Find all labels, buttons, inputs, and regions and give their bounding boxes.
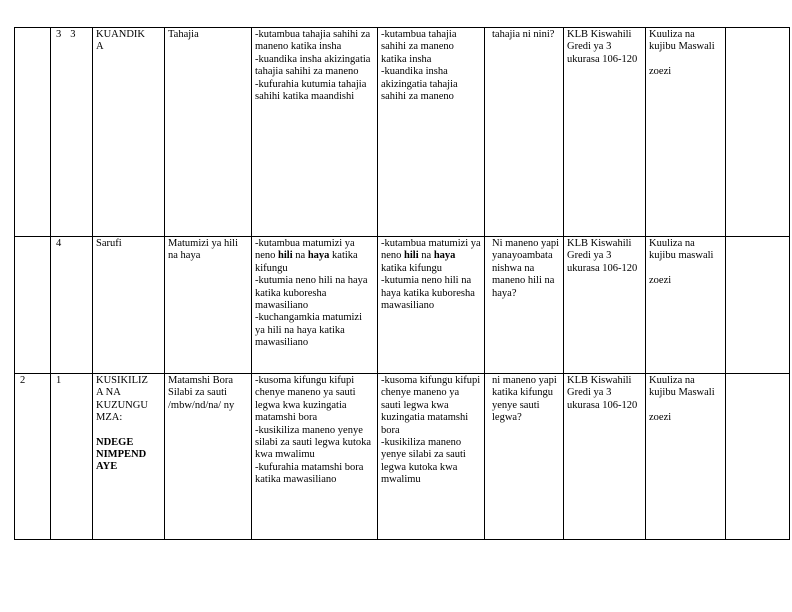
objective-item: -kusikiliza maneno yenye silabi za sauti legwa kutoka kwa mwalimu (255, 424, 372, 461)
topic-cell (93, 374, 165, 540)
activities-cell (378, 237, 485, 374)
activity-item: -kuandika insha akizingatia tahajia sahihi za maneno (381, 66, 458, 103)
lesson-number: 4 (56, 238, 62, 249)
objective-item: -kufurahia kutumia tahajia sahihi katika maandishi (255, 78, 367, 103)
week-cell (15, 28, 51, 237)
lesson-cell (51, 237, 93, 374)
resources-cell: KLB Kiswahili Gredi ya 3 ukurasa 106-120 (564, 237, 646, 374)
assessment-method: Kuuliza na kujibu maswali (649, 238, 714, 262)
objective-item: -kuandika insha akizingatia tahajia sahihi za maneno (255, 53, 371, 78)
assessment-method: zoezi (649, 411, 672, 423)
assessment-method: zoezi (649, 274, 672, 286)
assessment-cell (646, 374, 726, 540)
topic-title-bold: NDEGE NIMPEND AYE (96, 436, 147, 473)
table-row (15, 28, 790, 237)
key-question-cell (485, 237, 564, 374)
objectives-cell (252, 374, 378, 540)
activity-item: -kutumia neno hili na haya katika kuboresha mawasiliano (381, 275, 475, 312)
activity-item: -kutambua matumizi ya neno hili na haya katika kifungu (381, 238, 481, 274)
key-question-text: Ni maneno yapi yanayoambata nishwa na maneno hili na haya? (492, 238, 560, 299)
key-question-text: ni maneno yapi katika kifungu yenye sauti legwa? (492, 375, 557, 424)
lesson-number: 1 (56, 375, 62, 386)
week-cell: 2 (15, 374, 51, 540)
assessment-method: Kuuliza na kujibu Maswali (649, 375, 715, 399)
subtopic-cell: Matamshi Bora Silabi za sauti /mbw/nd/na/ ny (165, 374, 252, 540)
objective-item: -kuchangamkia matumizi ya hili na haya katika mawasiliano (255, 312, 363, 349)
remarks-cell (726, 237, 790, 374)
key-question-cell (485, 28, 564, 237)
resources-cell: KLB Kiswahili Gredi ya 3 ukurasa 106-120 (564, 374, 646, 540)
lesson-number: 3 (70, 29, 76, 40)
topic-cell (93, 28, 165, 237)
subtopic-cell: Matumizi ya hili na haya (165, 237, 252, 374)
objective-item: -kusoma kifungu kifupi chenye maneno ya sauti legwa kwa kuzingatia matamshi bora (255, 375, 356, 424)
assessment-method: zoezi (649, 65, 672, 77)
topic-text: KUSIKILIZ A NA KUZUNGU MZA: (96, 375, 148, 424)
activity-item: -kusoma kifungu kifupi chenye maneno ya sauti legwa kwa kuzingatia matamshi bora (381, 375, 481, 436)
assessment-cell (646, 28, 726, 237)
scheme-of-work-table (14, 27, 790, 540)
topic-cell: Sarufi (93, 237, 165, 374)
resources-cell: KLB Kiswahili Gredi ya 3 ukurasa 106-120 (564, 28, 646, 237)
objective-item: -kutumia neno hili na haya katika kuboresha mawasiliano (255, 275, 368, 312)
objectives-cell (252, 237, 378, 374)
activities-cell (378, 28, 485, 237)
topic-text: KUANDIK A (96, 29, 145, 53)
table-row (15, 237, 790, 374)
lesson-cell (51, 374, 93, 540)
key-question-cell (485, 374, 564, 540)
remarks-cell (726, 374, 790, 540)
objective-item: -kutambua matumizi ya neno hili na haya katika kifungu (255, 238, 358, 274)
key-question-text: tahajia ni nini? (492, 29, 555, 40)
objectives-cell (252, 28, 378, 237)
assessment-method: Kuuliza na kujibu Maswali (649, 29, 715, 53)
remarks-cell (726, 28, 790, 237)
week-cell (15, 237, 51, 374)
assessment-cell (646, 237, 726, 374)
activities-cell (378, 374, 485, 540)
lesson-number: 3 (56, 29, 62, 40)
objective-item: -kutambua tahajia sahihi za maneno katika insha (255, 29, 371, 53)
objective-item: -kufurahia matamshi bora katika mawasiliano (255, 461, 364, 486)
lesson-cell (51, 28, 93, 237)
activity-item: -kutambua tahajia sahihi za maneno katika insha (381, 29, 457, 65)
activity-item: -kusikiliza maneno yenye silabi za sauti legwa kutoka kwa mwalimu (381, 437, 466, 486)
table-row (15, 374, 790, 540)
subtopic-cell: Tahajia (165, 28, 252, 237)
